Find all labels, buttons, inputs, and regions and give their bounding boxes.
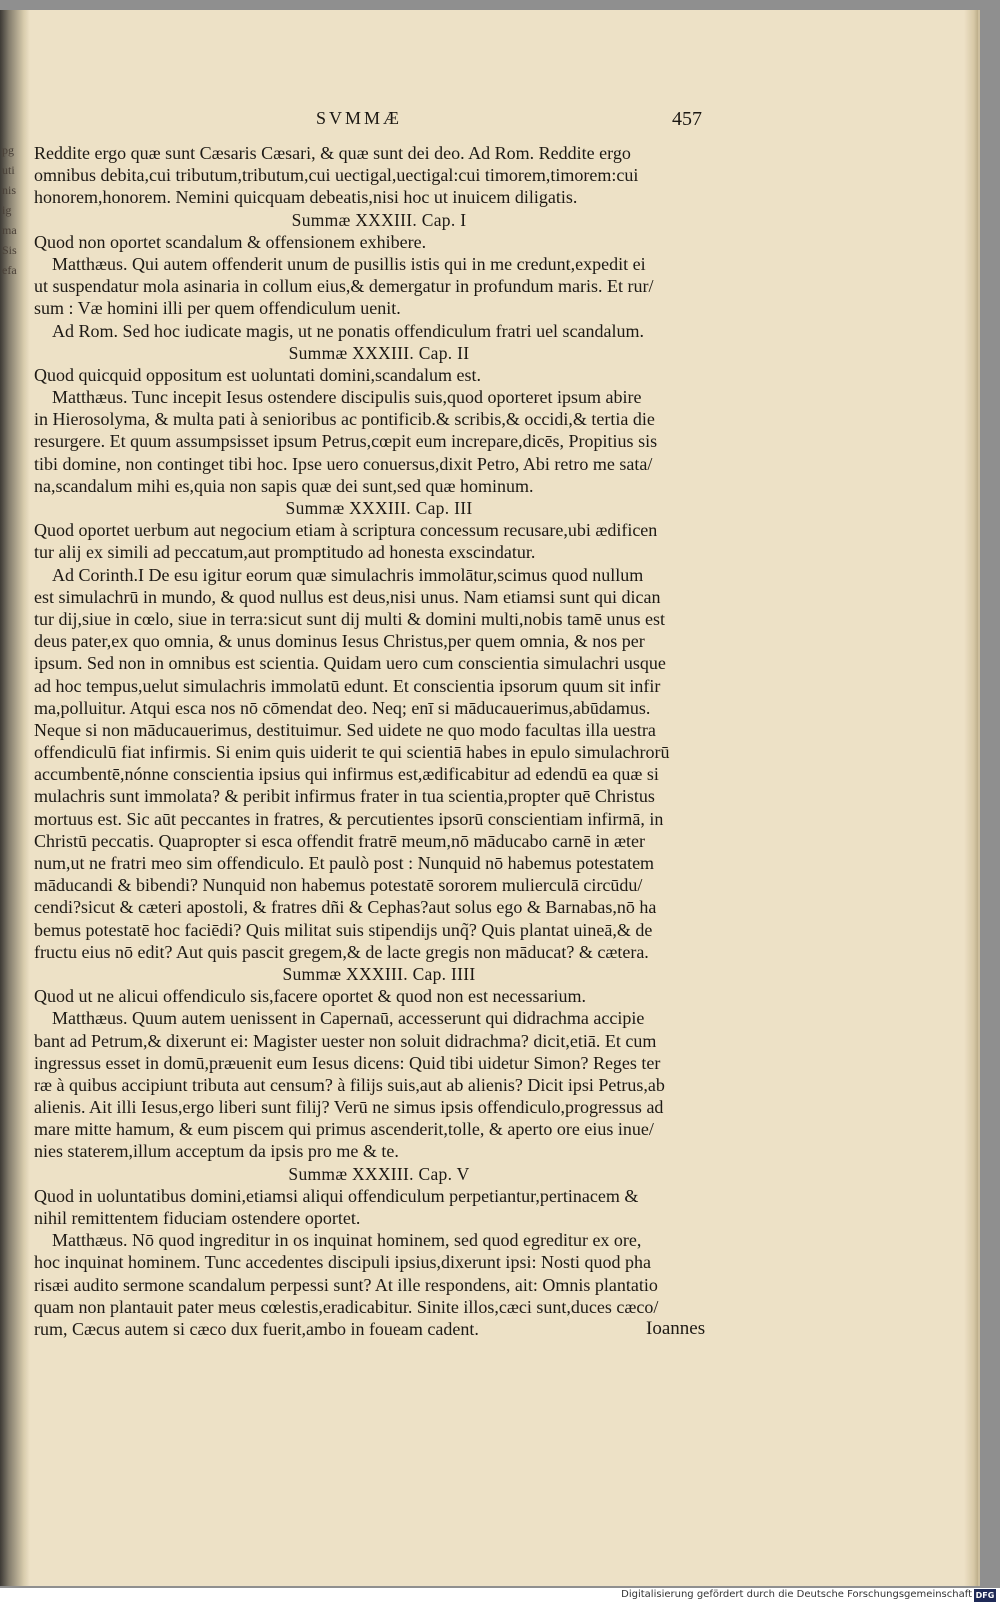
text-line: Quod in uoluntatibus domini,etiamsi aliqui offendiculum perpetiantur,pertinacem & [34, 1185, 639, 1206]
text-line: hoc inquinat hominem. Tunc accedentes discipuli ipsius,dixerunt ipsi: Nosti quod pha [34, 1252, 651, 1273]
chapter-heading: Summæ XXXIII. Cap. I [291, 209, 467, 230]
text-line: na,scandalum mihi es,quia non sapis quæ dei sunt,sed quæ hominum. [34, 475, 534, 496]
text-line: Quod non oportet scandalum & offensionem exhibere. [34, 231, 427, 252]
text-line: nihil remittentem fiduciam ostendere oportet. [34, 1208, 361, 1228]
funding-credit: Digitalisierung gefördert durch die Deutsche Forschungsgemeinschaft [621, 1589, 972, 1600]
text-line: Ad Corinth.I De esu igitur eorum quæ simulachris immolātur,scimus quod nullum [52, 564, 644, 585]
text-line: Matthæus. Nō quod ingreditur in os inquinat hominem, sed quod egreditur ex ore, [52, 1230, 642, 1251]
text-line: num,ut ne fratri meo sim offendiculo. Et paulò post : Nunquid nō habemus potestatem [34, 853, 655, 873]
text-line: quam non plantauit pater meus cœlestis,eradicabitur. Sinite illos,cæci sunt,duces cæco/ [34, 1296, 659, 1317]
text-line: resurgere. Et quum assumpsisset ipsum Petrus,cœpit eum increpare,dicēs, Propitius sis [34, 431, 658, 452]
text-line: offendiculū fiat infirmis. Si enim quis uiderit te qui scientiā habes in epulo simulachrorū [34, 742, 670, 763]
text-line: mortuus est. Sic aūt peccantes in fratres, & percutientes ipsorū conscientiam infirmā, in [34, 808, 664, 829]
text-line: Quod ut ne alicui offendiculo sis,facere oportet & quod non est necessarium. [34, 986, 587, 1007]
text-line: ad hoc tempus,uelut simulachris immolatū edunt. Et conscientia ipsorum quum sit infir [34, 675, 661, 696]
text-line: cendi?sicut & cæteri apostoli, & fratres dñi & Cephas?aut solus ego & Barnabas,nō ha [34, 897, 657, 918]
page-edge [964, 10, 978, 1586]
text-line: omnibus debita,cui tributum,tributum,cui uectigal,uectigal:cui timorem,timorem:cui [34, 165, 639, 186]
chapter-heading: Summæ XXXIII. Cap. V [288, 1163, 470, 1184]
page-number: 457 [672, 108, 702, 130]
text-line: ræ à quibus accipiunt tributa aut censum? à filijs suis,aut ab alienis? Dicit ipsi Petrus,ab [34, 1074, 665, 1095]
chapter-heading: Summæ XXXIII. Cap. II [288, 342, 470, 363]
text-block [34, 142, 724, 1340]
page-header [0, 108, 978, 134]
text-line: risæi audito sermone scandalum perpessi sunt? At ille respondens, ait: Omnis plantatio [34, 1274, 658, 1295]
text-line: mare mitte hamum, & eum piscem qui primus ascenderit,tolle, & aperto ore eius inue/ [34, 1119, 654, 1140]
text-line: tur alij ex simili ad peccatum,aut promptitudo ad honesta exscindatur. [34, 542, 536, 563]
text-line: Matthæus. Quum autem uenissent in Capernaū, accesserunt qui didrachma accipie [52, 1008, 645, 1029]
text-line: nies staterem,illum acceptum da ipsis pro me & te. [34, 1141, 399, 1162]
text-line: sum : Væ homini illi per quem offendiculum uenit. [34, 298, 401, 319]
text-line: ma,polluitur. Atqui esca nos nō cōmendat deo. Neq; enī si māducauerimus,abūdamus. [34, 697, 651, 718]
text-line: accumbentē,nónne conscientia ipsius qui infirmus est,ædificabitur ad edendū ea quæ si [34, 764, 659, 785]
text-line: tibi domine, non continget tibi hoc. Ipse uero conuersus,dixit Petro, Abi retro me sata/ [34, 453, 653, 474]
text-line: in Hierosolyma, & multa pati à senioribus ac pontificib.& scribis,& occidi,& tertia die [34, 409, 655, 430]
text-line: Neque si non māducauerimus, destituimur. Sed uidete ne quo modo facultas illa uestra [34, 719, 656, 740]
dfg-logo: DFG [975, 1591, 995, 1600]
text-line: deus pater,ex quo omnia, & unus dominus Iesus Christus,per quem omnia, & nos per [34, 631, 645, 652]
text-line: Reddite ergo quæ sunt Cæsaris Cæsari, & quæ sunt dei deo. Ad Rom. Reddite ergo [34, 143, 631, 163]
text-line: Ad Rom. Sed hoc iudicate magis, ut ne ponatis offendiculum fratri uel scandalum. [52, 320, 645, 341]
text-line: Quod quicquid oppositum est uoluntati domini,scandalum est. [34, 364, 481, 385]
text-line: Quod oportet uerbum aut negocium etiam à scriptura concessum recusare,ubi ædificen [34, 520, 658, 541]
catchword: Ioannes [646, 1318, 706, 1339]
text-line: fructu eius nō edit? Aut quis pascit gregem,& de lacte gregis non māducat? & cætera. [34, 941, 649, 962]
text-line: ingressus esset in domū,præuenit eum Iesus dicens: Quid tibi uidetur Simon? Reges ter [34, 1052, 661, 1073]
text-line: alienis. Ait illi Iesus,ergo liberi sunt filij? Verū ne simus ipsis offendiculo,progressus ad [34, 1097, 664, 1118]
text-line: tur dij,siue in cœlo, siue in terra:sicut sunt dij multi & domini multi,nobis tamē unus est [34, 608, 665, 629]
text-line: est simulachrū in mundo, & quod nullus est deus,nisi unus. Nam etiamsi sunt qui dican [34, 586, 661, 607]
chapter-heading: Summæ XXXIII. Cap. IIII [282, 963, 476, 984]
text-line: māducandi & bibendi? Nunquid non habemus potestatē sororem mulierculā circūdu/ [34, 875, 643, 896]
text-line: honorem,honorem. Nemini quicquam debeatis,nisi hoc ut inuicem diligatis. [34, 187, 578, 208]
text-line: ipsum. Sed non in omnibus est scientia. Quidam uero cum conscientia simulachri usque [34, 653, 666, 674]
text-line: bemus potestatē hoc faciēdi? Quis militat suis stipendijs unq̃? Quis plantat uineā,& de [34, 919, 653, 940]
text-line: bant ad Petrum,& dixerunt ei: Magister uester non soluit didrachma? dicit,etiā. Et cum [34, 1030, 657, 1051]
text-line: Matthæus. Tunc incepit Iesus ostendere discipulis suis,quod oporteret ipsum abire [52, 387, 642, 408]
text-line: rum, Cæcus autem si cæco dux fuerit,ambo in foueam cadent. [34, 1318, 479, 1339]
text-line: mulachris sunt immolata? & peribit infirmus frater in tua scientia,propter quē Christus [34, 786, 655, 807]
text-line: Matthæus. Qui autem offenderit unum de pusillis istis qui in me credunt,expedit ei [52, 253, 646, 274]
chapter-heading: Summæ XXXIII. Cap. III [285, 498, 473, 518]
margin-notes: pgutinisigmaSisefa [2, 143, 17, 277]
book-page [0, 10, 980, 1586]
text-line: Christū peccatis. Quapropter si esca offendit fratrē meum,nō māducabo carnē in æter [34, 830, 645, 851]
running-head: SVMMÆ [316, 108, 403, 128]
text-line: ut suspendatur mola asinaria in collum eius,& demergatur in profundum maris. Et rur/ [34, 276, 654, 297]
